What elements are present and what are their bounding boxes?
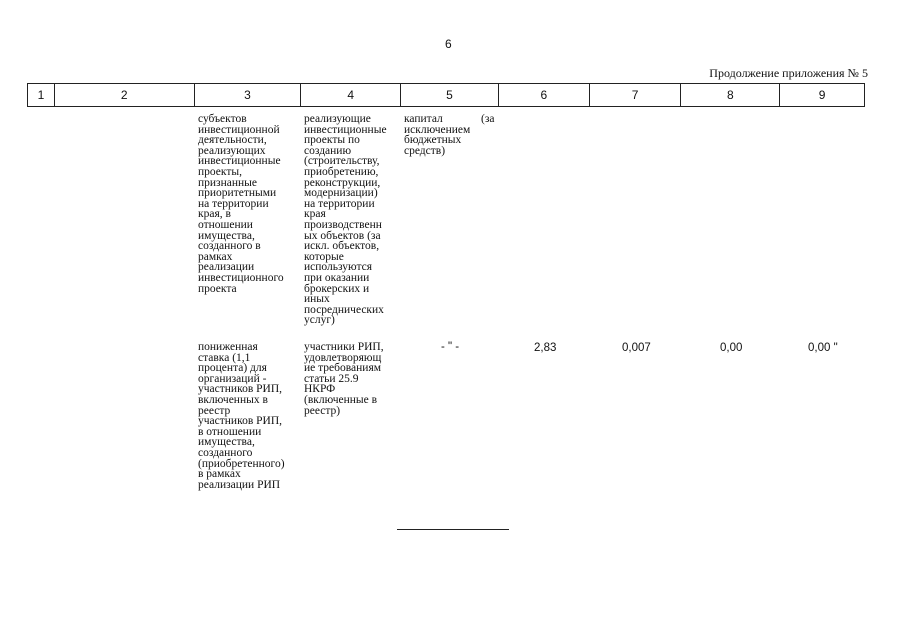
row2-col8-value: 0,00 <box>720 342 743 354</box>
header-col-1: 1 <box>28 84 55 106</box>
row2-col6-value: 2,83 <box>534 342 557 354</box>
header-col-9: 9 <box>818 88 826 102</box>
header-col-4: 4 <box>301 84 401 106</box>
row1-col5-text: исключением бюджетных средств) <box>404 123 471 157</box>
header-col-3: 3 <box>195 84 302 106</box>
row1-col3-text: субъектов инвестиционной деятельности, реализующих инвестиционные проекты, признанные приоритетными на территории края, в отношении имущества, созданного в рамках реализации инвестиционного проекта <box>198 113 284 295</box>
header-col-2: 2 <box>55 84 195 106</box>
row2-col7-value: 0,007 <box>622 342 651 354</box>
row2-col9-value: 0,00 " <box>808 342 838 354</box>
header-col-5: 5 <box>401 84 499 106</box>
row2-col3-text: пониженная ставка (1,1 процента) для организаций - участников РИП, включенных в реестр участников РИП, в отношении имущества, созданного (приобретенного) в рамках реализации РИП <box>198 341 285 491</box>
row1-col5-word-b: (за <box>481 113 495 125</box>
header-col-7: 7 <box>590 84 682 106</box>
row2-col4-text: участники РИП, удовлетворяющ ие требованиям статьи 25.9 НКРФ (включенные в реестр) <box>304 341 384 417</box>
footer-separator-line <box>397 529 509 530</box>
row1-col5-word-a: капитал <box>404 113 443 125</box>
row2-col5-ditto: - " - <box>441 341 460 353</box>
appendix-title: Продолжение приложения № 5 <box>709 66 868 80</box>
header-col-8: 8 <box>681 84 780 106</box>
table-header-row <box>27 83 865 107</box>
header-col-6: 6 <box>499 84 590 106</box>
page-number: 6 <box>445 37 452 51</box>
row1-col4-text: реализующие инвестиционные проекты по созданию (строительству, приобретению, реконструкции, модернизации) на территории края производственн ых объектов (за искл. объектов, которые используются при оказании брокерских и иных посреднических услуг) <box>304 113 387 327</box>
